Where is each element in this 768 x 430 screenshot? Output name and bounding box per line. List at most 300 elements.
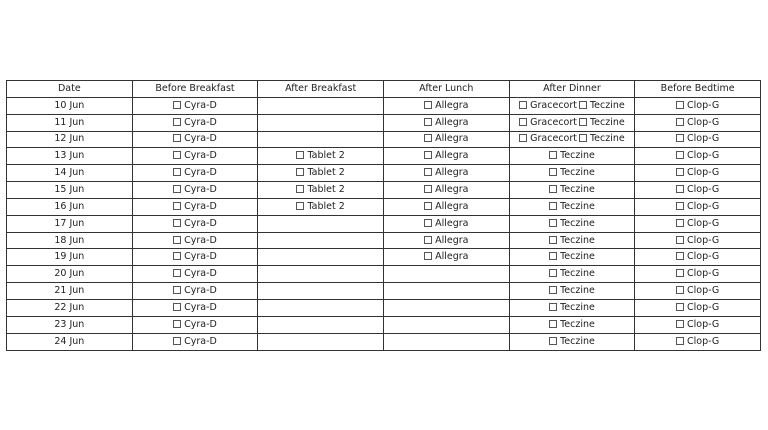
slot-cell-after-breakfast (258, 198, 384, 215)
medication-label: Cyra-D (184, 318, 217, 330)
slot-cell-after-dinner (509, 198, 635, 215)
checkbox-icon[interactable] (296, 151, 304, 159)
slot-cell-before-bedtime (635, 198, 761, 215)
date-cell: 19 Jun (7, 249, 133, 266)
checkbox-icon[interactable] (424, 118, 432, 126)
slot-cell-before-bedtime (635, 97, 761, 114)
medication-entry (424, 150, 468, 162)
medication-label: Clop-G (687, 183, 720, 195)
slot-cell-after-breakfast (258, 249, 384, 266)
medication-entry (173, 218, 217, 230)
slot-cell-after-breakfast (258, 114, 384, 131)
checkbox-icon[interactable] (173, 337, 181, 345)
slot-cell-before-bedtime (635, 182, 761, 199)
header-date: Date (7, 81, 133, 98)
medication-label: Teczine (560, 301, 595, 313)
checkbox-icon[interactable] (676, 134, 684, 142)
checkbox-icon[interactable] (676, 168, 684, 176)
slot-cell-after-breakfast (258, 232, 384, 249)
medication-label: Tablet 2 (307, 150, 345, 162)
medication-entry (173, 251, 217, 263)
medication-label: Clop-G (687, 301, 720, 313)
checkbox-icon[interactable] (296, 185, 304, 193)
slot-cell-after-dinner (509, 114, 635, 131)
header-after-breakfast: After Breakfast (258, 81, 384, 98)
slot-cell-after-breakfast (258, 266, 384, 283)
medication-entry (173, 268, 217, 280)
schedule-body (7, 97, 761, 350)
slot-cell-after-lunch (383, 97, 509, 114)
medication-entry (424, 201, 468, 213)
medication-entry (424, 133, 468, 145)
medication-entry (676, 117, 719, 129)
checkbox-icon[interactable] (676, 286, 684, 294)
medication-label: Clop-G (687, 133, 720, 145)
medication-entry (579, 117, 625, 129)
medication-entry (549, 235, 595, 247)
slot-cell-after-dinner (509, 182, 635, 199)
checkbox-icon[interactable] (579, 134, 587, 142)
medication-label: Allegra (435, 234, 469, 246)
slot-cell-after-breakfast (258, 165, 384, 182)
checkbox-icon[interactable] (676, 269, 684, 277)
checkbox-icon[interactable] (549, 219, 557, 227)
medication-label: Teczine (560, 318, 595, 330)
medication-entry (173, 184, 217, 196)
medication-entry (424, 117, 468, 129)
table-row (7, 114, 761, 131)
checkbox-icon[interactable] (579, 118, 587, 126)
checkbox-icon[interactable] (173, 236, 181, 244)
slot-cell-before-bedtime (635, 249, 761, 266)
slot-cell-after-dinner (509, 97, 635, 114)
table-row (7, 283, 761, 300)
table-row (7, 198, 761, 215)
checkbox-icon[interactable] (549, 202, 557, 210)
slot-cell-before-bedtime (635, 232, 761, 249)
medication-entry (173, 201, 217, 213)
medication-label: Allegra (435, 183, 469, 195)
medication-entry (173, 100, 217, 112)
date-cell: 16 Jun (7, 198, 133, 215)
medication-label: Allegra (435, 116, 469, 128)
medication-entry (173, 285, 217, 297)
slot-cell-after-dinner (509, 316, 635, 333)
slot-cell-before-breakfast (132, 316, 258, 333)
slot-cell-before-bedtime (635, 114, 761, 131)
medication-label: Clop-G (687, 116, 720, 128)
medication-label: Cyra-D (184, 116, 217, 128)
medication-label: Teczine (560, 150, 595, 162)
checkbox-icon[interactable] (549, 269, 557, 277)
slot-cell-after-dinner (509, 249, 635, 266)
slot-cell-after-dinner (509, 333, 635, 350)
medication-entry (676, 285, 719, 297)
slot-cell-before-breakfast (132, 249, 258, 266)
checkbox-icon[interactable] (519, 101, 527, 109)
slot-cell-after-lunch (383, 232, 509, 249)
medication-entry (676, 184, 719, 196)
medication-entry (549, 336, 595, 348)
date-cell: 12 Jun (7, 131, 133, 148)
medication-entry (676, 336, 719, 348)
checkbox-icon[interactable] (424, 236, 432, 244)
checkbox-icon[interactable] (549, 320, 557, 328)
medication-entry (676, 218, 719, 230)
slot-cell-after-dinner (509, 283, 635, 300)
checkbox-icon[interactable] (424, 185, 432, 193)
slot-cell-after-lunch (383, 198, 509, 215)
date-cell: 23 Jun (7, 316, 133, 333)
table-row (7, 232, 761, 249)
medication-entry (676, 150, 719, 162)
medication-entry (296, 150, 344, 162)
table-row (7, 266, 761, 283)
header-row (7, 81, 761, 98)
checkbox-icon[interactable] (676, 185, 684, 193)
medication-label: Cyra-D (184, 251, 217, 263)
checkbox-icon[interactable] (173, 269, 181, 277)
medication-label: Clop-G (687, 200, 720, 212)
medication-label: Teczine (560, 217, 595, 229)
slot-cell-after-dinner (509, 148, 635, 165)
medication-label: Tablet 2 (307, 167, 345, 179)
date-cell: 20 Jun (7, 266, 133, 283)
slot-cell-after-dinner (509, 266, 635, 283)
medication-entry (549, 184, 595, 196)
checkbox-icon[interactable] (173, 286, 181, 294)
slot-cell-before-bedtime (635, 215, 761, 232)
medication-entry (519, 117, 577, 129)
medication-label: Cyra-D (184, 167, 217, 179)
checkbox-icon[interactable] (549, 303, 557, 311)
medication-schedule-table (6, 80, 761, 351)
slot-cell-before-breakfast (132, 114, 258, 131)
slot-cell-before-breakfast (132, 215, 258, 232)
checkbox-icon[interactable] (549, 168, 557, 176)
table-row (7, 165, 761, 182)
medication-entry (676, 268, 719, 280)
checkbox-icon[interactable] (173, 185, 181, 193)
date-cell: 17 Jun (7, 215, 133, 232)
slot-cell-after-dinner (509, 131, 635, 148)
slot-cell-after-lunch (383, 316, 509, 333)
medication-entry (424, 235, 468, 247)
table-row (7, 131, 761, 148)
medication-entry (676, 100, 719, 112)
slot-cell-after-lunch (383, 333, 509, 350)
medication-entry (549, 302, 595, 314)
medication-label: Clop-G (687, 150, 720, 162)
checkbox-icon[interactable] (173, 168, 181, 176)
medication-entry (676, 235, 719, 247)
date-cell: 14 Jun (7, 165, 133, 182)
medication-entry (519, 133, 577, 145)
medication-entry (676, 319, 719, 331)
checkbox-icon[interactable] (676, 219, 684, 227)
slot-cell-before-bedtime (635, 283, 761, 300)
checkbox-icon[interactable] (579, 101, 587, 109)
slot-cell-before-breakfast (132, 182, 258, 199)
slot-cell-after-lunch (383, 266, 509, 283)
checkbox-icon[interactable] (424, 219, 432, 227)
medication-entry (549, 251, 595, 263)
medication-entry (519, 100, 577, 112)
header-before-bedtime: Before Bedtime (635, 81, 761, 98)
checkbox-icon[interactable] (676, 151, 684, 159)
date-cell: 18 Jun (7, 232, 133, 249)
medication-label: Teczine (560, 167, 595, 179)
medication-label: Clop-G (687, 285, 720, 297)
medication-entry (676, 201, 719, 213)
medication-entry (549, 201, 595, 213)
slot-cell-after-lunch (383, 114, 509, 131)
slot-cell-after-breakfast (258, 333, 384, 350)
checkbox-icon[interactable] (549, 185, 557, 193)
medication-label: Cyra-D (184, 301, 217, 313)
checkbox-icon[interactable] (676, 118, 684, 126)
medication-label: Cyra-D (184, 200, 217, 212)
slot-cell-after-lunch (383, 148, 509, 165)
medication-entry (173, 235, 217, 247)
slot-cell-after-dinner (509, 215, 635, 232)
medication-entry (424, 251, 468, 263)
medication-label: Clop-G (687, 335, 720, 347)
slot-cell-after-lunch (383, 299, 509, 316)
table-row (7, 148, 761, 165)
checkbox-icon[interactable] (424, 134, 432, 142)
medication-entry (424, 100, 468, 112)
medication-entry (173, 336, 217, 348)
medication-label: Teczine (560, 234, 595, 246)
checkbox-icon[interactable] (424, 252, 432, 260)
slot-cell-before-breakfast (132, 198, 258, 215)
date-cell: 21 Jun (7, 283, 133, 300)
medication-label: Cyra-D (184, 335, 217, 347)
medication-entry (173, 319, 217, 331)
medication-entry (676, 133, 719, 145)
slot-cell-after-breakfast (258, 299, 384, 316)
checkbox-icon[interactable] (424, 101, 432, 109)
slot-cell-before-bedtime (635, 316, 761, 333)
slot-cell-before-breakfast (132, 266, 258, 283)
slot-cell-after-dinner (509, 299, 635, 316)
checkbox-icon[interactable] (424, 168, 432, 176)
date-cell: 22 Jun (7, 299, 133, 316)
medication-label: Teczine (560, 285, 595, 297)
medication-entry (296, 167, 344, 179)
medication-label: Clop-G (687, 268, 720, 280)
medication-label: Allegra (435, 217, 469, 229)
checkbox-icon[interactable] (296, 168, 304, 176)
checkbox-icon[interactable] (676, 236, 684, 244)
medication-entry (173, 150, 217, 162)
medication-entry (173, 302, 217, 314)
slot-cell-after-breakfast (258, 131, 384, 148)
slot-cell-after-breakfast (258, 283, 384, 300)
date-cell: 24 Jun (7, 333, 133, 350)
medication-label: Allegra (435, 133, 469, 145)
checkbox-icon[interactable] (676, 252, 684, 260)
header-before-breakfast: Before Breakfast (132, 81, 258, 98)
medication-entry (549, 268, 595, 280)
medication-label: Clop-G (687, 318, 720, 330)
checkbox-icon[interactable] (424, 202, 432, 210)
medication-label: Tablet 2 (307, 200, 345, 212)
medication-label: Clop-G (687, 167, 720, 179)
medication-label: Clop-G (687, 217, 720, 229)
slot-cell-after-lunch (383, 215, 509, 232)
slot-cell-before-breakfast (132, 131, 258, 148)
checkbox-icon[interactable] (296, 202, 304, 210)
medication-entry (549, 285, 595, 297)
medication-entry (549, 167, 595, 179)
checkbox-icon[interactable] (173, 320, 181, 328)
medication-entry (676, 251, 719, 263)
slot-cell-after-breakfast (258, 316, 384, 333)
checkbox-icon[interactable] (519, 134, 527, 142)
medication-label: Teczine (560, 183, 595, 195)
checkbox-icon[interactable] (676, 337, 684, 345)
slot-cell-after-breakfast (258, 97, 384, 114)
medication-label: Teczine (560, 268, 595, 280)
medication-entry (296, 201, 344, 213)
medication-entry (676, 302, 719, 314)
date-cell: 10 Jun (7, 97, 133, 114)
medication-label: Allegra (435, 99, 469, 111)
checkbox-icon[interactable] (173, 303, 181, 311)
table-row (7, 182, 761, 199)
medication-entry (579, 100, 625, 112)
slot-cell-after-lunch (383, 283, 509, 300)
medication-label: Cyra-D (184, 268, 217, 280)
slot-cell-before-breakfast (132, 165, 258, 182)
checkbox-icon[interactable] (173, 151, 181, 159)
medication-label: Cyra-D (184, 234, 217, 246)
table-row (7, 97, 761, 114)
medication-entry (549, 150, 595, 162)
slot-cell-after-breakfast (258, 215, 384, 232)
medication-label: Teczine (560, 335, 595, 347)
slot-cell-before-breakfast (132, 333, 258, 350)
medication-label: Clop-G (687, 99, 720, 111)
slot-cell-after-breakfast (258, 182, 384, 199)
checkbox-icon[interactable] (173, 118, 181, 126)
medication-label: Gracecort (530, 133, 577, 145)
medication-label: Allegra (435, 150, 469, 162)
table-row (7, 316, 761, 333)
slot-cell-before-bedtime (635, 299, 761, 316)
slot-cell-before-breakfast (132, 97, 258, 114)
medication-label: Cyra-D (184, 285, 217, 297)
medication-label: Teczine (589, 99, 625, 111)
slot-cell-before-bedtime (635, 333, 761, 350)
header-after-dinner: After Dinner (509, 81, 635, 98)
date-cell: 13 Jun (7, 148, 133, 165)
checkbox-icon[interactable] (676, 101, 684, 109)
medication-label: Teczine (589, 116, 625, 128)
checkbox-icon[interactable] (549, 286, 557, 294)
table-row (7, 299, 761, 316)
medication-label: Clop-G (687, 234, 720, 246)
medication-label: Clop-G (687, 251, 720, 263)
slot-cell-before-breakfast (132, 232, 258, 249)
medication-entry (676, 167, 719, 179)
checkbox-icon[interactable] (676, 202, 684, 210)
medication-entry (549, 319, 595, 331)
checkbox-icon[interactable] (676, 303, 684, 311)
medication-label: Teczine (589, 133, 625, 145)
medication-entry (173, 167, 217, 179)
checkbox-icon[interactable] (519, 118, 527, 126)
slot-cell-after-lunch (383, 165, 509, 182)
slot-cell-before-bedtime (635, 165, 761, 182)
medication-entry (424, 218, 468, 230)
checkbox-icon[interactable] (173, 219, 181, 227)
medication-label: Teczine (560, 200, 595, 212)
medication-label: Gracecort (530, 99, 577, 111)
medication-entry (173, 133, 217, 145)
medication-entry (296, 184, 344, 196)
medication-label: Tablet 2 (307, 183, 345, 195)
table-row (7, 249, 761, 266)
date-cell: 15 Jun (7, 182, 133, 199)
slot-cell-before-bedtime (635, 131, 761, 148)
table-row (7, 215, 761, 232)
medication-label: Allegra (435, 167, 469, 179)
checkbox-icon[interactable] (676, 320, 684, 328)
medication-label: Allegra (435, 200, 469, 212)
slot-cell-before-bedtime (635, 266, 761, 283)
medication-label: Cyra-D (184, 150, 217, 162)
medication-label: Cyra-D (184, 183, 217, 195)
slot-cell-before-bedtime (635, 148, 761, 165)
checkbox-icon[interactable] (549, 337, 557, 345)
medication-label: Teczine (560, 251, 595, 263)
slot-cell-before-breakfast (132, 283, 258, 300)
checkbox-icon[interactable] (549, 252, 557, 260)
medication-label: Allegra (435, 251, 469, 263)
checkbox-icon[interactable] (424, 151, 432, 159)
slot-cell-after-dinner (509, 232, 635, 249)
slot-cell-after-lunch (383, 249, 509, 266)
slot-cell-after-lunch (383, 131, 509, 148)
checkbox-icon[interactable] (549, 151, 557, 159)
checkbox-icon[interactable] (173, 252, 181, 260)
checkbox-icon[interactable] (173, 202, 181, 210)
medication-label: Cyra-D (184, 99, 217, 111)
medication-label: Cyra-D (184, 217, 217, 229)
table-row (7, 333, 761, 350)
slot-cell-after-lunch (383, 182, 509, 199)
slot-cell-after-breakfast (258, 148, 384, 165)
medication-entry (173, 117, 217, 129)
medication-entry (579, 133, 625, 145)
medication-label: Cyra-D (184, 133, 217, 145)
medication-entry (549, 218, 595, 230)
medication-entry (424, 167, 468, 179)
checkbox-icon[interactable] (173, 101, 181, 109)
checkbox-icon[interactable] (173, 134, 181, 142)
date-cell: 11 Jun (7, 114, 133, 131)
header-after-lunch: After Lunch (383, 81, 509, 98)
slot-cell-after-dinner (509, 165, 635, 182)
medication-entry (424, 184, 468, 196)
slot-cell-before-breakfast (132, 299, 258, 316)
checkbox-icon[interactable] (549, 236, 557, 244)
slot-cell-before-breakfast (132, 148, 258, 165)
medication-label: Gracecort (530, 116, 577, 128)
